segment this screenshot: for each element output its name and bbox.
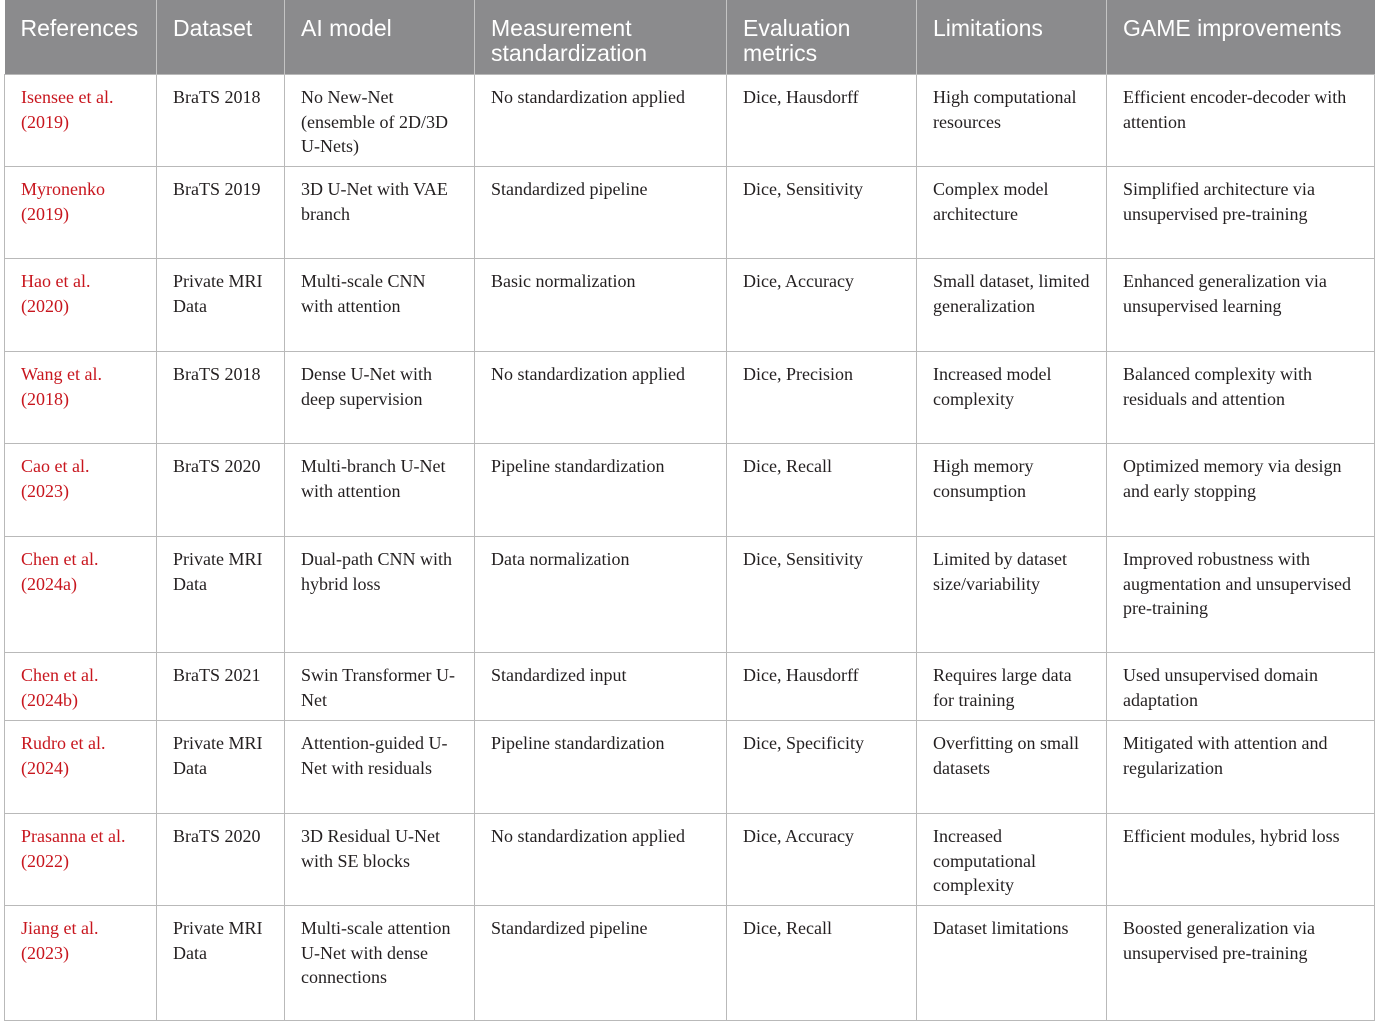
metrics-cell: Dice, Accuracy bbox=[727, 814, 917, 906]
model-cell: 3D U-Net with VAE branch bbox=[285, 167, 475, 259]
model-cell: No New-Net (ensemble of 2D/3D U-Nets) bbox=[285, 75, 475, 167]
limitations-cell: Limited by dataset size/variability bbox=[917, 537, 1107, 653]
table-row bbox=[5, 814, 1375, 906]
model-cell: Multi-scale CNN with attention bbox=[285, 259, 475, 352]
standardization-cell: Standardized input bbox=[475, 653, 727, 721]
improvements-cell: Efficient modules, hybrid loss bbox=[1107, 814, 1375, 906]
header-evaluation-metrics: Evaluation metrics bbox=[727, 0, 917, 75]
reference-link[interactable]: Chen et al. (2024a) bbox=[5, 537, 157, 653]
limitations-cell: Increased model complexity bbox=[917, 352, 1107, 444]
metrics-cell: Dice, Accuracy bbox=[727, 259, 917, 352]
table-row bbox=[5, 653, 1375, 721]
metrics-cell: Dice, Sensitivity bbox=[727, 167, 917, 259]
limitations-cell: Overfitting on small datasets bbox=[917, 721, 1107, 814]
standardization-cell: Pipeline standardization bbox=[475, 721, 727, 814]
metrics-cell: Dice, Specificity bbox=[727, 721, 917, 814]
limitations-cell: Small dataset, limited generalization bbox=[917, 259, 1107, 352]
reference-link[interactable]: Wang et al. (2018) bbox=[5, 352, 157, 444]
standardization-cell: Basic normalization bbox=[475, 259, 727, 352]
reference-link[interactable]: Chen et al. (2024b) bbox=[5, 653, 157, 721]
dataset-cell: BraTS 2018 bbox=[157, 352, 285, 444]
reference-link[interactable]: Myronenko (2019) bbox=[5, 167, 157, 259]
limitations-cell: Increased computational complexity bbox=[917, 814, 1107, 906]
limitations-cell: High computational resources bbox=[917, 75, 1107, 167]
table-row bbox=[5, 721, 1375, 814]
reference-link[interactable]: Hao et al. (2020) bbox=[5, 259, 157, 352]
table-row bbox=[5, 444, 1375, 537]
improvements-cell: Balanced complexity with residuals and attention bbox=[1107, 352, 1375, 444]
reference-link[interactable]: Jiang et al. (2023) bbox=[5, 906, 157, 1021]
metrics-cell: Dice, Hausdorff bbox=[727, 75, 917, 167]
standardization-cell: Standardized pipeline bbox=[475, 906, 727, 1021]
table-row bbox=[5, 167, 1375, 259]
table-row bbox=[5, 75, 1375, 167]
metrics-cell: Dice, Hausdorff bbox=[727, 653, 917, 721]
standardization-cell: No standardization applied bbox=[475, 75, 727, 167]
header-dataset: Dataset bbox=[157, 0, 285, 75]
header-limitations: Limitations bbox=[917, 0, 1107, 75]
reference-link[interactable]: Prasanna et al. (2022) bbox=[5, 814, 157, 906]
improvements-cell: Used unsupervised domain adaptation bbox=[1107, 653, 1375, 721]
metrics-cell: Dice, Precision bbox=[727, 352, 917, 444]
metrics-cell: Dice, Sensitivity bbox=[727, 537, 917, 653]
dataset-cell: BraTS 2020 bbox=[157, 814, 285, 906]
model-cell: Attention-guided U-Net with residuals bbox=[285, 721, 475, 814]
improvements-cell: Enhanced generalization via unsupervised learning bbox=[1107, 259, 1375, 352]
dataset-cell: Private MRI Data bbox=[157, 906, 285, 1021]
model-cell: Dense U-Net with deep supervision bbox=[285, 352, 475, 444]
limitations-cell: Requires large data for training bbox=[917, 653, 1107, 721]
limitations-cell: Complex model architecture bbox=[917, 167, 1107, 259]
dataset-cell: Private MRI Data bbox=[157, 721, 285, 814]
table-row bbox=[5, 352, 1375, 444]
dataset-cell: BraTS 2020 bbox=[157, 444, 285, 537]
dataset-cell: BraTS 2021 bbox=[157, 653, 285, 721]
standardization-cell: Data normalization bbox=[475, 537, 727, 653]
reference-link[interactable]: Isensee et al. (2019) bbox=[5, 75, 157, 167]
table-row bbox=[5, 906, 1375, 1021]
model-cell: Swin Transformer U-Net bbox=[285, 653, 475, 721]
dataset-cell: BraTS 2019 bbox=[157, 167, 285, 259]
limitations-cell: Dataset limitations bbox=[917, 906, 1107, 1021]
improvements-cell: Boosted generalization via unsupervised pre-training bbox=[1107, 906, 1375, 1021]
model-cell: 3D Residual U-Net with SE blocks bbox=[285, 814, 475, 906]
table-row bbox=[5, 537, 1375, 653]
standardization-cell: No standardization applied bbox=[475, 814, 727, 906]
model-cell: Multi-branch U-Net with attention bbox=[285, 444, 475, 537]
header-references: References bbox=[5, 0, 157, 75]
improvements-cell: Optimized memory via design and early stopping bbox=[1107, 444, 1375, 537]
standardization-cell: Pipeline standardization bbox=[475, 444, 727, 537]
standardization-cell: Standardized pipeline bbox=[475, 167, 727, 259]
header-ai-model: AI model bbox=[285, 0, 475, 75]
limitations-cell: High memory consumption bbox=[917, 444, 1107, 537]
dataset-cell: BraTS 2018 bbox=[157, 75, 285, 167]
metrics-cell: Dice, Recall bbox=[727, 906, 917, 1021]
comparison-table bbox=[4, 0, 1375, 1021]
improvements-cell: Efficient encoder-decoder with attention bbox=[1107, 75, 1375, 167]
reference-link[interactable]: Rudro et al. (2024) bbox=[5, 721, 157, 814]
model-cell: Dual-path CNN with hybrid loss bbox=[285, 537, 475, 653]
improvements-cell: Simplified architecture via unsupervised pre-training bbox=[1107, 167, 1375, 259]
dataset-cell: Private MRI Data bbox=[157, 537, 285, 653]
improvements-cell: Improved robustness with augmentation and unsupervised pre-training bbox=[1107, 537, 1375, 653]
metrics-cell: Dice, Recall bbox=[727, 444, 917, 537]
reference-link[interactable]: Cao et al. (2023) bbox=[5, 444, 157, 537]
model-cell: Multi-scale attention U-Net with dense connections bbox=[285, 906, 475, 1021]
improvements-cell: Mitigated with attention and regularization bbox=[1107, 721, 1375, 814]
header-measurement-standardization: Measurement standardization bbox=[475, 0, 727, 75]
header-row bbox=[5, 0, 1375, 75]
header-game-improvements: GAME improvements bbox=[1123, 15, 1342, 41]
standardization-cell: No standardization applied bbox=[475, 352, 727, 444]
table-row bbox=[5, 259, 1375, 352]
dataset-cell: Private MRI Data bbox=[157, 259, 285, 352]
